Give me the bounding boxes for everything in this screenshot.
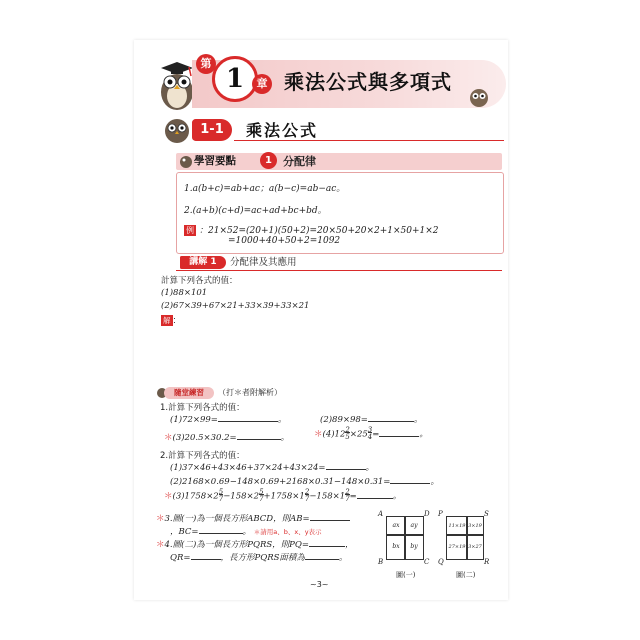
fig1-label-b: B: [378, 558, 384, 566]
answer-blank[interactable]: [218, 413, 278, 422]
q4-a: 4.圖(二)為一個長方形PQRS，則PQ=: [164, 540, 309, 550]
practice-q1-4: [314, 427, 428, 441]
frac-den: 4: [367, 433, 373, 441]
frac-den: 7: [345, 495, 350, 503]
fig2-label-p: P: [438, 510, 443, 518]
answer-blank[interactable]: [305, 551, 339, 560]
q2-3-e: =: [349, 491, 357, 502]
owl-section-icon: [162, 114, 192, 144]
practice-tag: 隨堂練習: [164, 387, 214, 399]
star-mark: ＊: [156, 540, 165, 550]
frac-num: 3: [367, 426, 373, 434]
q1-4-c: =: [372, 429, 380, 440]
answer-blank[interactable]: [191, 551, 221, 560]
page-number: ~3~: [310, 580, 329, 589]
section-underline: [234, 140, 504, 141]
fig2-cell: 3×27: [466, 534, 484, 560]
frac-num: 5: [218, 488, 224, 496]
rule-line-1: 1.a(b+c)=ab+ac；a(b−c)=ab−ac。: [184, 184, 346, 194]
period: 。: [365, 463, 375, 473]
frac-num: 5: [259, 488, 264, 496]
q2-3-b: −158×2: [223, 491, 260, 502]
example-tag: 例: [186, 226, 194, 235]
frac-den: 7: [304, 495, 310, 503]
period: 。: [430, 477, 439, 487]
q4-e: 。: [338, 553, 348, 563]
period: 。: [419, 429, 428, 440]
practice-q2-prompt: 2.計算下列各式的值：: [160, 451, 245, 461]
q2-2-text: (2)2168×0.69−148×0.69+2168×0.31−148×0.31=: [170, 477, 391, 487]
chapter-suffix: 章: [252, 74, 272, 94]
q1-3-text: (3)20.5×30.2=: [172, 433, 237, 443]
fig1-cell: by: [404, 534, 424, 560]
frac-den: 5: [345, 433, 350, 441]
chapter-prefix: 第: [196, 54, 216, 74]
answer-blank[interactable]: [379, 428, 419, 437]
q2-3-c: +1758×1: [263, 491, 305, 502]
fig1-label-a: A: [378, 510, 384, 518]
practice-q1-prompt: 1.計算下列各式的值：: [160, 403, 245, 413]
period: 。: [413, 415, 423, 425]
period: 。: [242, 527, 252, 537]
answer-blank[interactable]: [237, 431, 281, 440]
example-line-2: =1000+40+50+2=1092: [228, 236, 341, 246]
lecture-answer: [161, 314, 181, 326]
fig2-label-q: Q: [438, 558, 444, 566]
lecture-q2: (2)67×39+67×21+33×39+33×21: [161, 301, 310, 311]
answer-blank[interactable]: [309, 538, 345, 547]
q1-2-text: (2)89×98=: [320, 415, 368, 425]
key-point-label: 學習要點: [194, 155, 236, 167]
period: 。: [277, 415, 287, 425]
practice-q2-3: [164, 489, 401, 503]
star-mark: ＊: [314, 429, 323, 440]
q2-3-a: (3)1758×2: [172, 491, 219, 502]
key-point-name: 分配律: [283, 155, 316, 168]
answer-blank[interactable]: [357, 490, 393, 499]
fig1-cell: ay: [404, 516, 424, 536]
q4-b: ，: [344, 540, 354, 550]
period: 。: [280, 433, 290, 443]
textbook-page: [134, 40, 508, 600]
answer-blank[interactable]: [326, 461, 366, 470]
q2-1-text: (1)37×46+43×46+37×24+43×24=: [170, 463, 326, 473]
q2-3-d: −158×1: [309, 491, 346, 502]
practice-q1-1: [170, 413, 286, 425]
q1-4-a: (4)12: [322, 429, 346, 440]
rule-line-2: 2.(a+b)(c+d)=ac+ad+bc+bd。: [184, 206, 327, 216]
example-text-1: ：21×52=(20+1)(50+2)=20×50+20×2+1×50+1×2: [199, 226, 439, 236]
period: 。: [392, 491, 402, 502]
practice-q3: [156, 512, 350, 524]
chapter-title: 乘法公式與多項式: [284, 70, 452, 94]
frac-num: 2: [304, 488, 310, 496]
fig1-label-c: C: [424, 558, 430, 566]
section-number: 1-1: [192, 119, 232, 141]
q1-4-b: ×25: [349, 429, 368, 440]
section-title: 乘法公式: [246, 121, 319, 140]
fig2-cell: 27×19: [446, 534, 468, 560]
lecture-q1: (1)88×101: [161, 288, 208, 298]
practice-q4: [156, 538, 354, 550]
frac-den: 7: [259, 495, 264, 503]
lecture-prompt: 計算下列各式的值：: [161, 276, 238, 286]
practice-q1-2: [320, 413, 422, 425]
chapter-number: 1: [212, 56, 258, 102]
fig2-label-r: R: [484, 558, 490, 566]
q4-d: ，長方形PQRS面積為: [220, 553, 305, 563]
fig2-caption: 圖(二): [456, 571, 476, 579]
fig1-caption: 圖(一): [396, 571, 416, 579]
practice-q1-3: [164, 431, 289, 443]
bird-icon: [178, 152, 194, 170]
fig1-label-d: D: [424, 510, 430, 518]
key-point-number: 1: [260, 152, 277, 169]
frac-num: 2: [345, 488, 350, 496]
q3-a: 3.圖(一)為一個長方形ABCD，則AB=: [164, 514, 310, 524]
small-owl-icon: [468, 86, 490, 108]
fig1-cell: bx: [386, 534, 406, 560]
fig1-cell: ax: [386, 516, 406, 536]
q3-b: ，BC=: [170, 527, 199, 537]
fig2-cell: 3×19: [466, 516, 484, 536]
practice-q2-2: [170, 475, 439, 487]
practice-q4-line2: [170, 551, 347, 563]
lecture-title: 分配律及其應用: [230, 257, 297, 268]
q1-1-text: (1)72×99=: [170, 415, 218, 425]
answer-blank[interactable]: [368, 413, 414, 422]
practice-q3-line2: [170, 525, 322, 537]
frac-num: 2: [345, 426, 350, 434]
star-mark: ＊: [156, 514, 165, 524]
answer-blank[interactable]: [390, 475, 430, 484]
lecture-tag: 講解 1: [180, 256, 226, 269]
answer-tag: 解: [163, 316, 171, 325]
star-mark: ＊: [164, 433, 173, 443]
answer-blank[interactable]: [199, 525, 243, 534]
example-line-1: [184, 223, 439, 236]
fig2-cell: 11×19: [446, 516, 468, 536]
star-mark: ＊: [164, 491, 173, 502]
q3-note: ＊請用a、b、x、y表示: [253, 528, 322, 536]
q4-c: QR=: [170, 553, 191, 563]
frac-den: 7: [218, 495, 224, 503]
answer-colon: ：: [172, 316, 182, 326]
answer-blank[interactable]: [310, 512, 350, 521]
fig2-label-s: S: [484, 510, 489, 518]
practice-q2-1: [170, 461, 374, 473]
practice-note: （打＊者附解析）: [218, 388, 282, 397]
